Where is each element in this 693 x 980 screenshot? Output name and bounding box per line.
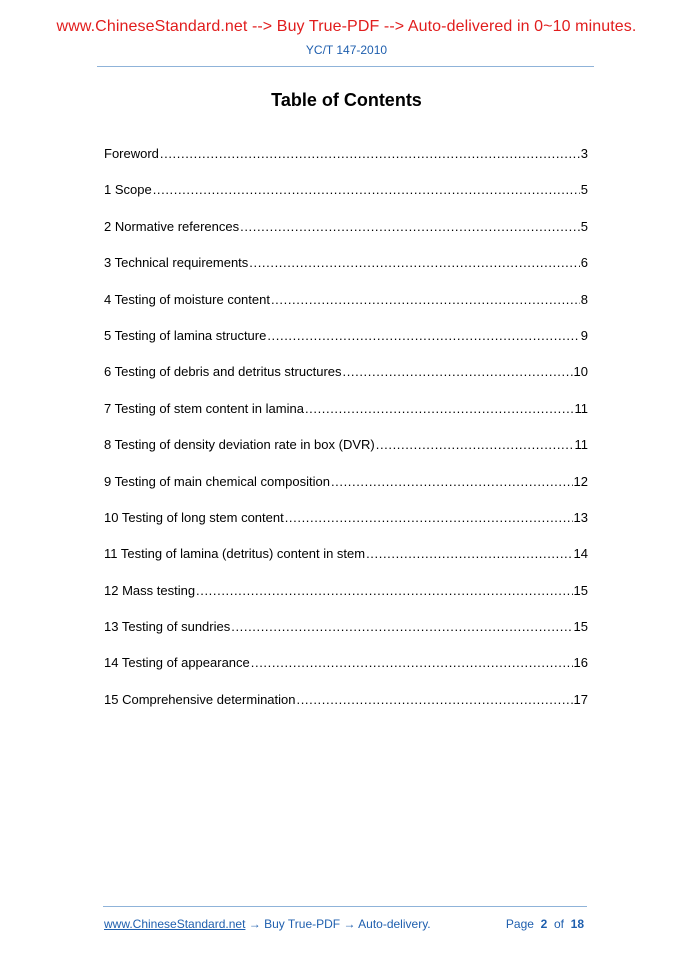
toc-entry-label: Foreword [104,146,159,161]
toc-entry[interactable] [104,655,588,691]
toc-entry-label: 9 Testing of main chemical composition [104,473,330,489]
toc-entry[interactable] [104,474,588,510]
toc-entry-page: 11 [574,400,588,416]
toc-dot-leader [240,219,580,235]
toc-dot-leader [251,655,573,671]
footer-divider [103,906,587,907]
toc-entry-page: 17 [573,691,588,707]
toc-dot-leader [160,146,580,162]
toc-entry-page: 13 [573,509,588,525]
toc-entry-page: 8 [580,291,588,307]
table-of-contents [104,146,588,728]
toc-dot-leader [376,437,574,453]
toc-entry-page: 15 [573,619,588,635]
footer-site-link[interactable]: www.ChineseStandard.net [104,917,246,931]
total-pages-number: 18 [570,917,584,931]
header-divider [97,66,594,67]
toc-entry[interactable] [104,510,588,546]
toc-entry[interactable] [104,546,588,582]
toc-dot-leader [366,546,572,562]
toc-entry-page: 9 [580,327,588,343]
page-word: Page [505,917,534,931]
toc-entry-page: 11 [574,437,588,453]
toc-entry-page: 14 [573,546,588,562]
toc-entry[interactable] [104,292,588,328]
toc-entry-label: 8 Testing of density deviation rate in box (DVR) [104,437,375,453]
toc-entry-label: 2 Normative references [104,218,240,234]
toc-dot-leader [331,474,573,490]
toc-dot-leader [297,692,573,708]
toc-entry-label: 12 Mass testing [104,582,196,598]
header-banner[interactable]: www.ChineseStandard.net --> Buy True-PDF --> Auto-delivered in 0~10 minutes. [56,18,637,35]
toc-entry-label: 13 Testing of sundries [104,619,231,635]
toc-entry-label: 10 Testing of long stem content [104,509,284,525]
footer-delivery-text: Auto-delivery. [358,917,431,931]
toc-entry-page: 12 [573,473,588,489]
toc-entry[interactable] [104,146,588,182]
toc-entry-page: 10 [573,364,588,380]
page-title: Table of Contents [271,90,422,110]
toc-entry-page: 5 [580,182,588,198]
toc-entry-page: 5 [580,218,588,234]
toc-entry[interactable] [104,437,588,473]
toc-entry[interactable] [104,583,588,619]
toc-entry[interactable] [104,255,588,291]
toc-dot-leader [285,510,573,526]
standard-code: YC/T 147-2010 [305,43,388,57]
footer-promo [104,917,431,931]
toc-dot-leader [343,364,573,380]
page-indicator [506,917,584,931]
toc-entry-label: 15 Comprehensive determination [104,691,296,707]
toc-entry-page: 15 [573,582,588,598]
toc-entry-page: 3 [580,146,588,161]
toc-entry-label: 3 Technical requirements [104,255,249,271]
of-word: of [553,917,564,931]
toc-entry-label: 11 Testing of lamina (detritus) content in stem [104,546,366,562]
toc-entry[interactable] [104,401,588,437]
toc-entry-label: 5 Testing of lamina structure [104,327,267,343]
toc-dot-leader [231,619,572,635]
toc-entry-page: 16 [573,655,588,671]
arrow-right-icon: → [248,917,261,931]
toc-entry[interactable] [104,619,588,655]
footer-buy-text: Buy True-PDF [264,917,341,931]
current-page-number: 2 [540,917,548,931]
toc-dot-leader [196,583,572,599]
toc-entry-label: 1 Scope [104,182,152,198]
toc-dot-leader [249,255,579,271]
toc-entry[interactable] [104,364,588,400]
toc-entry[interactable] [104,219,588,255]
toc-entry-label: 14 Testing of appearance [104,655,250,671]
toc-entry[interactable] [104,182,588,218]
toc-entry[interactable] [104,692,588,728]
toc-dot-leader [305,401,574,417]
toc-dot-leader [153,182,580,198]
toc-entry-label: 6 Testing of debris and detritus structures [104,364,342,380]
toc-dot-leader [267,328,579,344]
arrow-right-icon: → [343,917,356,931]
toc-dot-leader [271,292,580,308]
toc-entry[interactable] [104,328,588,364]
toc-entry-page: 6 [580,255,588,271]
toc-entry-label: 4 Testing of moisture content [104,291,270,307]
toc-entry-label: 7 Testing of stem content in lamina [104,400,304,416]
